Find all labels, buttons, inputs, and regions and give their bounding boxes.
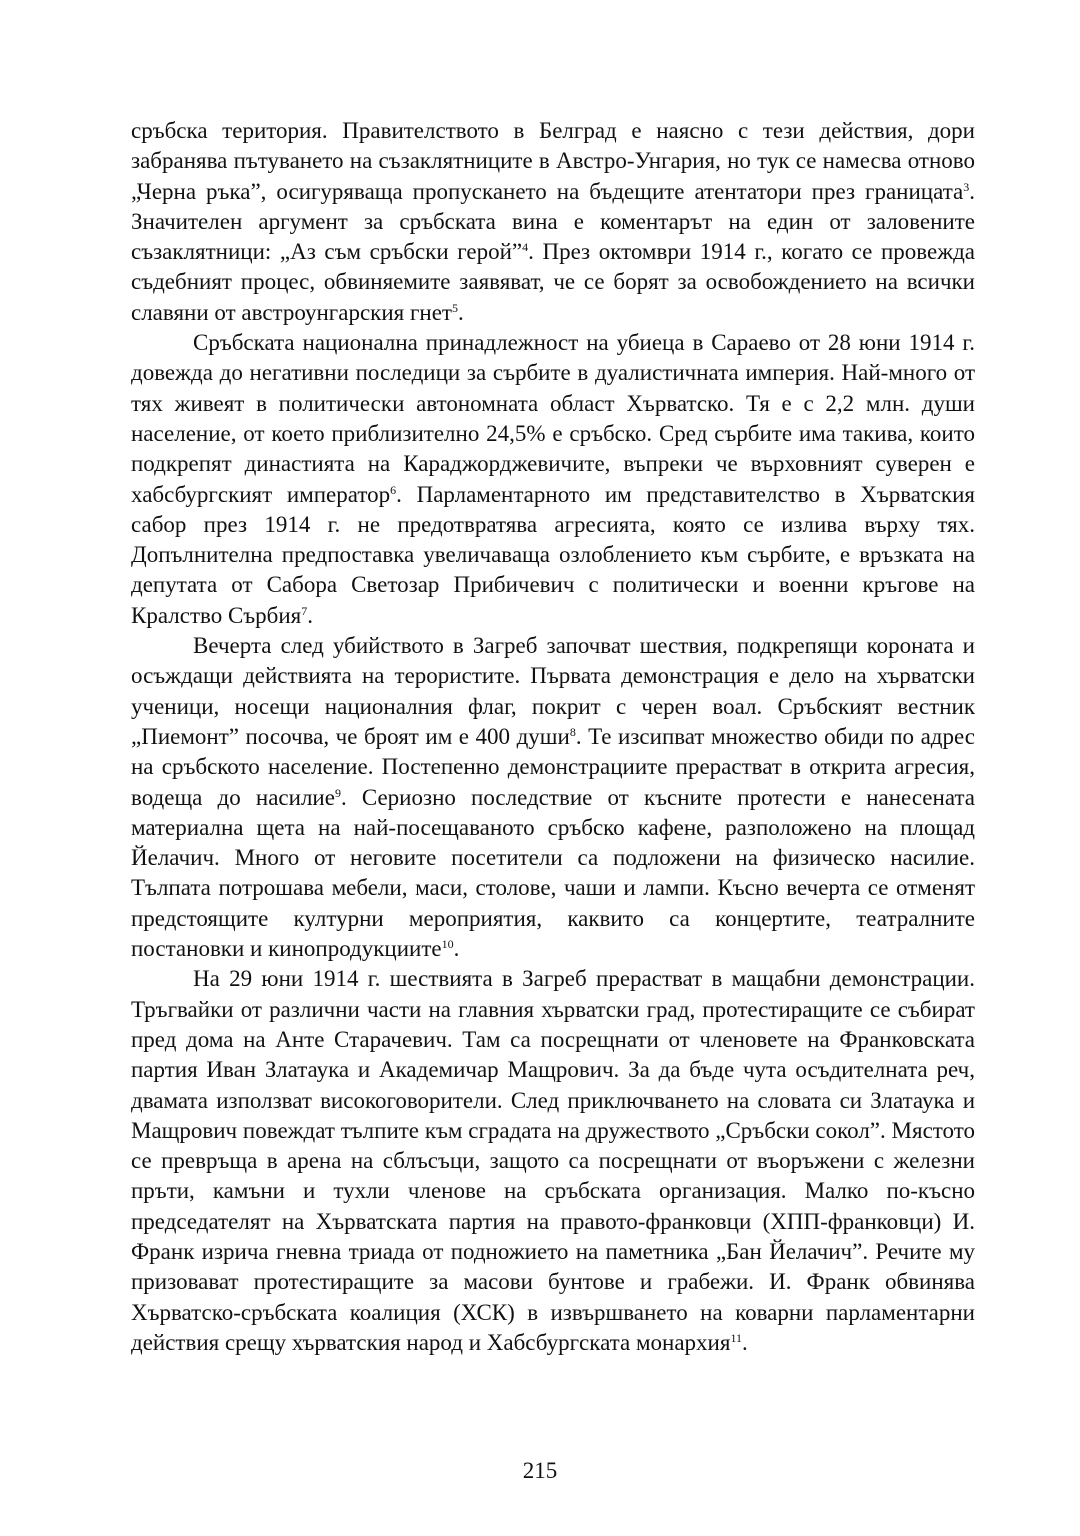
paragraph-text: . Значителен аргумент за сръбската вина е коментарът на един от заловените съзаклятници: „Аз съм сръбски герой” <box>131 178 975 265</box>
footnote-ref: 9 <box>334 785 341 800</box>
footnote-ref: 10 <box>441 937 454 952</box>
paragraph-serbian-nationality <box>131 328 975 631</box>
paragraph-june-29-demonstrations <box>131 964 975 1358</box>
footnote-ref: 11 <box>730 1330 742 1345</box>
paragraph-text: . Сериозно последствие от късните протести е нанесената материална щета на най-посещаваното сръбско кафене, разположено на площад Йелачич. Много от неговите посетители са подложени на физическо насилие. Тълпата потрошава мебели, маси, столове, чаши и лампи. Късно вечерта се отменят предстоящите културни мероприятия, каквито са концертите, театралните постановки и кинопродукциите <box>131 784 975 962</box>
paragraph-text: . <box>457 299 464 325</box>
paragraph-text: . Те изсипват множество обиди по адрес на сръбското население. Постепенно демонстрациите прерастват в открита агресия, водеща до насилие <box>131 723 975 810</box>
footnote-ref: 6 <box>390 482 397 497</box>
paragraph-continuation <box>131 116 975 328</box>
paragraph-text: Вечерта след убийството в Загреб започват шествия, подкрепящи короната и осъждащи действията на терористите. Първата демонстрация е дело на хърватски ученици, носещи националния флаг, покрит с черен воал. Сръбският вестник „Пиемонт” посочва, че броят им е 400 души <box>131 633 975 749</box>
page-text-body <box>131 116 975 1358</box>
footnote-ref: 3 <box>963 179 970 194</box>
paragraph-text: . <box>742 1329 748 1355</box>
footnote-ref: 4 <box>522 240 529 255</box>
paragraph-text: . През октомври 1914 г., когато се провежда съдебният процес, обвиняемите заявяват, че се борят за освобождението на всички славяни от австроунгарския гнет <box>131 239 975 325</box>
paragraph-text: . <box>307 602 314 628</box>
paragraph-text: Сръбската национална принадлежност на убиеца в Сараево от 28 юни 1914 г. довежда до негативни последици за сърбите в дуалистичната империя. Най-много от тях живеят в политически автономната област Хърватско. Тя е с 2,2 млн. души население, от което приблизително 24,5% е сръбско. Сред сърбите има такива, които подкрепят династията на Караджорджевичите, въпреки че върховният суверен е хабсбургският император <box>131 330 975 507</box>
footnote-ref: 8 <box>569 724 576 739</box>
footnote-ref: 7 <box>301 603 308 618</box>
paragraph-text: сръбска територия. Правителството в Белград е наясно с тези действия, дори забранява пътуването на съзаклятниците в Австро-Унгария, но тук се намесва отново „Черна ръка”, осигуряваща пропускането на бъдещите атентатори през границата <box>131 118 975 204</box>
paragraph-text: На 29 юни 1914 г. шествията в Загреб прерастват в мащабни демонстрации. Тръгвайки от различни части на главния хърватски град, протестиращите се събират пред дома на Анте Старачевич. Там са посрещнати от членовете на Франковската партия Иван Златаука и Академичар Мащрович. За да бъде чута осъдителната реч, двамата използват високоговорители. След приключването на словата си Златаука и Мащрович повеждат тълпите към сградата на дружеството „Сръбски сокол”. Мястото се превръща в арена на сблъсъци, защото са посрещнати от въоръжени с железни пръти, камъни и тухли членове на сръбската организация. Малко по-късно председателят на Хърватската партия на правото-франковци (ХПП-франковци) И. Франк изрича гневна триада от подножието на паметника „Бан Йелачич”. Речите му призовават протестиращите за масови бунтове и грабежи. И. Франк обвинява Хърватско-сръбската коалиция (ХСК) в извършването на коварни парламентарни действия срещу хърватския народ и Хабсбургската монархия <box>131 966 975 1355</box>
page-number: 215 <box>522 1458 558 1483</box>
paragraph-text: . Парламентарното им представителство в Хърватския сабор през 1914 г. не предотвратява агресията, която се излива върху тях. Допълнителна предпоставка увеличаваща озлоблението към сърбите, е връзката на депутата от Сабора Светозар Прибичевич с политически и военни кръгове на Кралство Сърбия <box>131 481 975 628</box>
paragraph-text: . <box>453 936 460 962</box>
footnote-ref: 5 <box>451 300 458 315</box>
paragraph-zagreb-evening <box>131 631 975 964</box>
